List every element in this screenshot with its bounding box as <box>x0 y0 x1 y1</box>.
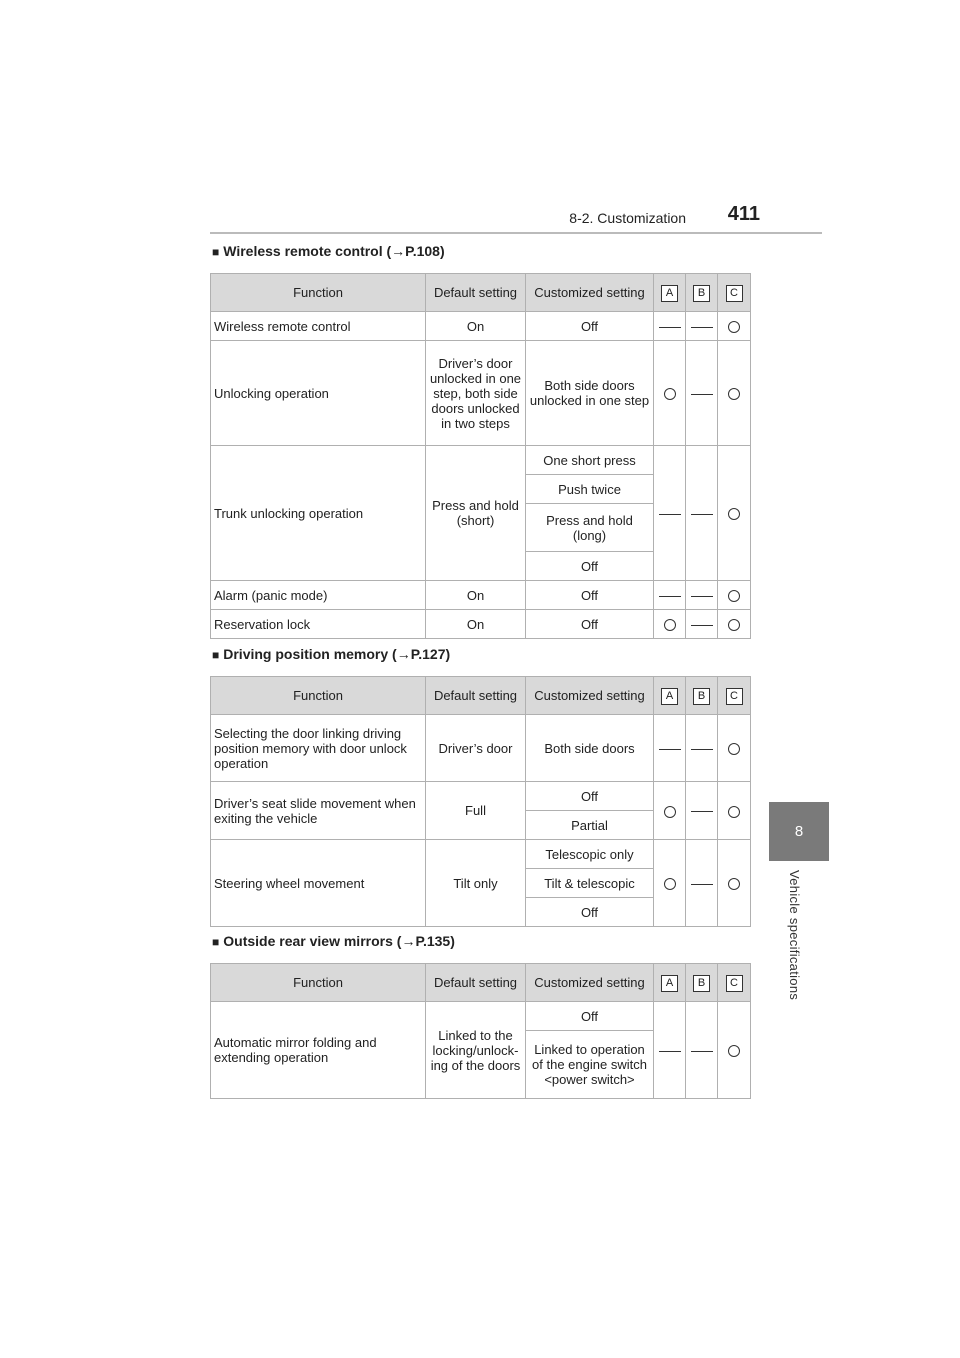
dash-mark <box>691 394 713 395</box>
table-row: Trunk unlocking operation Press and hold (short) One short press <box>211 446 751 475</box>
col-b-badge: B <box>693 688 710 705</box>
dash-mark <box>691 327 713 328</box>
table-row: Push twice <box>211 475 751 504</box>
driving-position-table <box>210 676 751 927</box>
col-customized: Customized setting <box>526 677 654 715</box>
circle-mark <box>728 321 740 333</box>
table-row: Partial <box>211 811 751 840</box>
col-customized: Customized setting <box>526 964 654 1002</box>
section2-title: ■ Driving position memory (→P.127) <box>212 646 451 662</box>
section1-title: ■ Wireless remote control (→P.108) <box>212 243 445 259</box>
table-header-row <box>211 964 751 1002</box>
circle-mark <box>728 806 740 818</box>
table-row: Linked to operation of the engine switch <power switch> <box>211 1031 751 1099</box>
col-c-badge: C <box>726 975 743 992</box>
table-row: Tilt & telescopic <box>211 869 751 898</box>
dash-mark <box>691 1051 713 1052</box>
circle-mark <box>728 619 740 631</box>
circle-mark <box>728 743 740 755</box>
section2-ref: P.127) <box>410 646 451 662</box>
col-default: Default setting <box>426 274 526 312</box>
section-label: 8-2. Customization <box>569 210 686 226</box>
arrow-icon: → <box>401 933 416 949</box>
square-bullet-icon: ■ <box>212 648 220 662</box>
col-b-badge: B <box>693 975 710 992</box>
dash-mark <box>659 514 681 515</box>
dash-mark <box>691 811 713 812</box>
col-b-badge: B <box>693 285 710 302</box>
dash-mark <box>691 884 713 885</box>
page-number: 411 <box>727 203 760 225</box>
table-row: Reservation lock On Off <box>211 610 751 639</box>
col-function: Function <box>211 964 426 1002</box>
col-a-badge: A <box>661 285 678 302</box>
col-function: Function <box>211 274 426 312</box>
circle-mark <box>728 590 740 602</box>
table-row: Driver’s seat slide movement when exiting the vehicle Full Off <box>211 782 751 811</box>
circle-mark <box>664 806 676 818</box>
dash-mark <box>691 514 713 515</box>
table-header-row <box>211 677 751 715</box>
table-header-row <box>211 274 751 312</box>
wireless-remote-table <box>210 273 751 639</box>
chapter-title: Vehicle specifications <box>787 870 802 1001</box>
dash-mark <box>659 1051 681 1052</box>
circle-mark <box>664 619 676 631</box>
mirrors-table <box>210 963 751 1099</box>
dash-mark <box>691 625 713 626</box>
table-row: Alarm (panic mode) On Off <box>211 581 751 610</box>
circle-mark <box>728 508 740 520</box>
section3-ref: P.135) <box>415 933 455 949</box>
col-customized: Customized setting <box>526 274 654 312</box>
col-function: Function <box>211 677 426 715</box>
dash-mark <box>659 327 681 328</box>
dash-mark <box>691 596 713 597</box>
table-row: Off <box>211 898 751 927</box>
table-row: Unlocking operation Driver’s door unlocked in one step, both side doors unlocked in two steps Both side doors unlocked in one step <box>211 341 751 446</box>
square-bullet-icon: ■ <box>212 935 220 949</box>
col-c-badge: C <box>726 285 743 302</box>
dash-mark <box>691 749 713 750</box>
table-row: Wireless remote control On Off <box>211 312 751 341</box>
table-row: Steering wheel movement Tilt only Telescopic only <box>211 840 751 869</box>
col-c-badge: C <box>726 688 743 705</box>
arrow-icon: → <box>396 646 411 662</box>
circle-mark <box>728 878 740 890</box>
col-default: Default setting <box>426 964 526 1002</box>
circle-mark <box>728 1045 740 1057</box>
circle-mark <box>664 878 676 890</box>
chapter-tab: 8 <box>769 802 829 861</box>
page-header <box>210 200 822 232</box>
dash-mark <box>659 749 681 750</box>
table-row: Selecting the door linking driving position memory with door unlock operation Driver’s door Both side doors <box>211 715 751 782</box>
table-row: Automatic mirror folding and extending operation Linked to the locking/unlock-ing of the doors Off <box>211 1002 751 1031</box>
section3-title: ■ Outside rear view mirrors (→P.135) <box>212 933 455 949</box>
table-row: Off <box>211 552 751 581</box>
square-bullet-icon: ■ <box>212 245 220 259</box>
col-a-badge: A <box>661 975 678 992</box>
circle-mark <box>728 388 740 400</box>
col-default: Default setting <box>426 677 526 715</box>
circle-mark <box>664 388 676 400</box>
header-rule <box>210 232 822 234</box>
dash-mark <box>659 596 681 597</box>
col-a-badge: A <box>661 688 678 705</box>
table-row: Press and hold (long) <box>211 504 751 552</box>
section1-ref: P.108) <box>405 243 445 259</box>
arrow-icon: → <box>391 243 406 259</box>
